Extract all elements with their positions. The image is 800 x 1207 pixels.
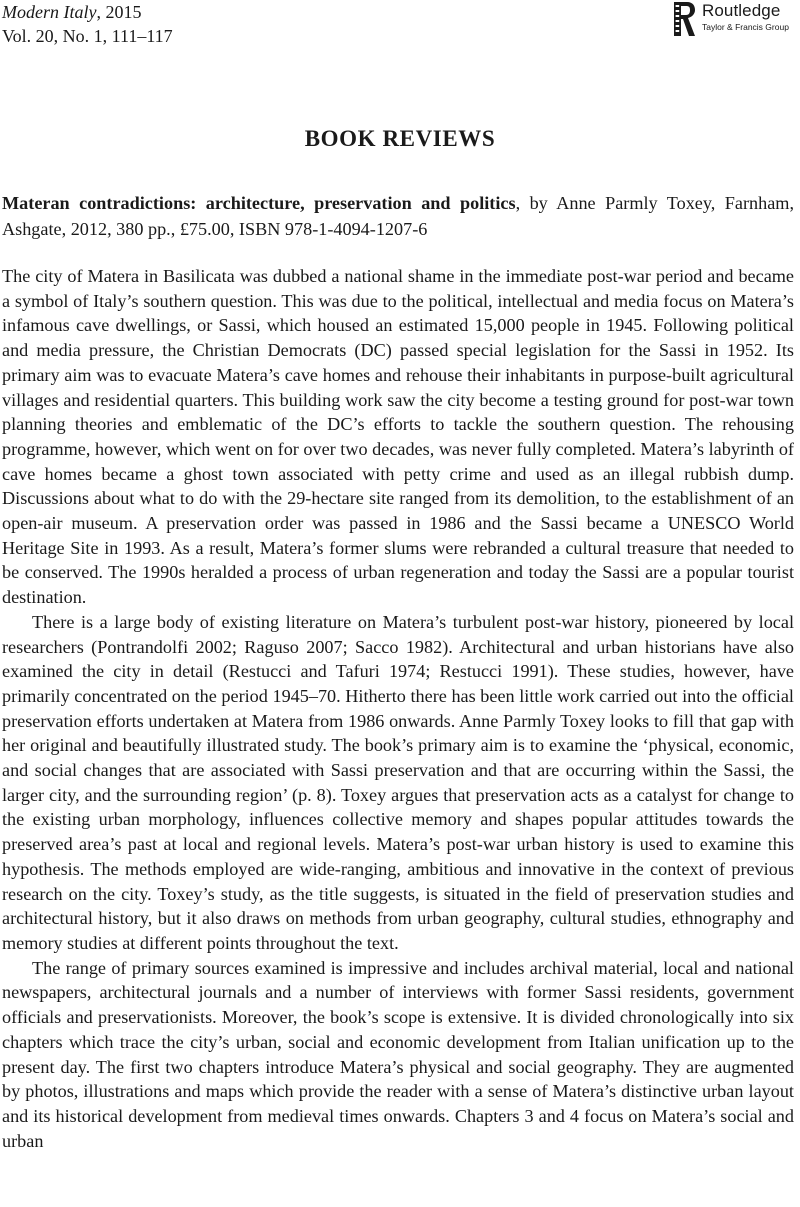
publisher-logo	[674, 1, 794, 39]
journal-header	[2, 0, 173, 48]
body-paragraph: The range of primary sources examined is impressive and includes archival material, local and national newspapers, architectural journals and a number of interviews with former Sassi residents, government officials and preservationists. Moreover, the book’s scope is extensive. It is divided chronologically into six chapters which trace the city’s urban, social and economic development from Italian unification up to the present day. The first two chapters introduce Matera’s physical and social geography. They are augmented by photos, illustrations and maps which provide the reader with a sense of Matera’s distinctive urban layout and its historical development from medieval times onwards. Chapters 3 and 4 focus on Matera’s social and urban	[2, 957, 794, 1151]
journal-volume: Vol. 20, No. 1, 111–117	[2, 26, 173, 46]
routledge-r-logo-icon	[674, 2, 696, 36]
journal-title-line	[2, 0, 173, 24]
journal-year: , 2015	[96, 2, 142, 22]
section-title: BOOK REVIEWS	[304, 126, 496, 151]
body-paragraph: There is a large body of existing literature on Matera’s turbulent post-war history, pioneered by local researchers (Pontrandolfi 2002; Raguso 2007; Sacco 1982). Architectural and urban historians have also examined the city in detail (Restucci and Tafuri 1974; Restucci 1991). These studies, however, have primarily concentrated on the period 1945–70. Hitherto there has been little work carried out into the official preservation efforts undertaken at Matera from 1986 onwards. Anne Parmly Toxey looks to fill that gap with her original and beautifully illustrated study. The book’s primary aim is to examine the ‘physical, economic, and social changes that are associated with Sassi preservation and that are occurring within the Sassi, the larger city, and the surrounding region’ (p. 8). Toxey argues that preservation acts as a catalyst for change to the existing urban morphology, influences collective memory and shapes popular attitudes towards the preserved area’s past at local and regional levels. Matera’s post-war urban history is used to examine this hypothesis. The methods employed are wide-ranging, ambitious and innovative in the context of previous research on the city. Toxey’s study, as the title suggests, is situated in the field of preservation studies and architectural history, but it also draws on methods from urban geography, cultural studies, ethnography and memory studies at different points throughout the text.	[2, 611, 794, 953]
journal-name: Modern Italy	[2, 2, 97, 22]
book-citation	[2, 190, 794, 242]
publisher-group: Taylor & Francis Group	[702, 22, 789, 32]
review-body	[2, 264, 794, 1153]
publisher-name: Routledge	[702, 1, 781, 20]
body-paragraph: The city of Matera in Basilicata was dubbed a national shame in the immediate post-war period and became a symbol of Italy’s southern question. This was due to the political, intellectual and media focus on Matera’s infamous cave dwellings, or Sassi, which housed an estimated 15,000 people in 1945. Following political and media pressure, the Christian Democrats (DC) passed special legislation for the Sassi in 1952. Its primary aim was to evacuate Matera’s cave homes and rehouse their inhabitants in purpose-built agricultural villages and residential quarters. This building work saw the city become a testing ground for post-war town planning theories and emblematic of the DC’s efforts to tackle the southern question. The rehousing programme, however, which went on for over two decades, was never fully completed. Matera’s labyrinth of cave homes became a ghost town associated with petty crime and used as an illegal rubbish dump. Discussions about what to do with the 29-hectare site ranged from its demolition, to the establishment of an open-air museum. A preservation order was passed in 1986 and the Sassi became a UNESCO World Heritage Site in 1993. As a result, Matera’s former slums were rebranded a cultural treasure that needed to be conserved. The 1990s heralded a process of urban regeneration and today the Sassi are a popular tourist destination.	[2, 266, 794, 608]
book-details: , by Anne Parmly Toxey, Farnham, Ashgate, 2012, 380 pp., £75.00, ISBN 978-1-4094-1207-6	[2, 193, 794, 239]
book-title: Materan contradictions: architecture, preservation and politics	[2, 193, 516, 213]
